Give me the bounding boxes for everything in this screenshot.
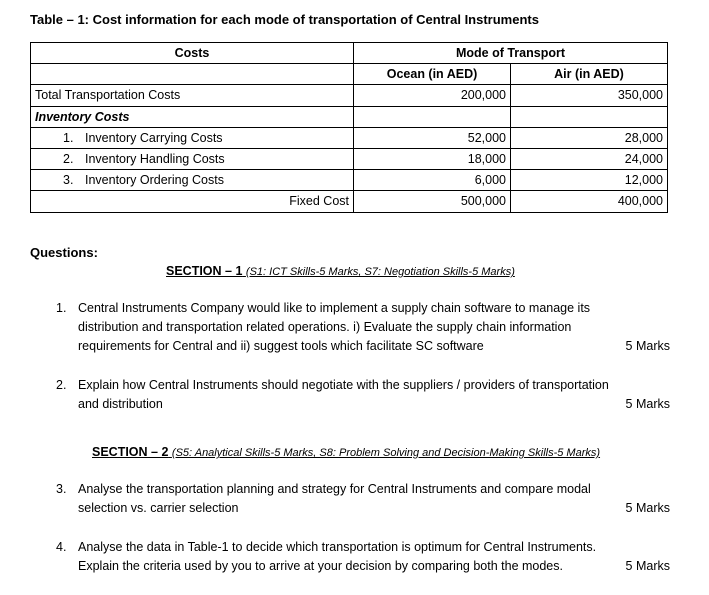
air-value: 24,000	[511, 148, 668, 169]
question-marks: 5 Marks	[625, 559, 670, 573]
table-row	[31, 191, 668, 212]
row-label: Fixed Cost	[31, 191, 354, 212]
question-marks: 5 Marks	[625, 339, 670, 353]
section-1-heading	[166, 264, 515, 278]
question-number: 1.	[56, 301, 67, 315]
row-number: 3.	[63, 173, 74, 188]
empty-cell	[31, 64, 354, 85]
air-value	[511, 106, 668, 127]
table-header-row	[31, 43, 668, 64]
question-marks: 5 Marks	[625, 501, 670, 515]
section-1-subtitle: (S1: ICT Skills-5 Marks, S7: Negotiation Skills-5 Marks)	[245, 266, 515, 278]
row-label-text: Inventory Carrying Costs	[85, 130, 223, 145]
header-ocean: Ocean (in AED)	[354, 64, 511, 85]
header-mode-of-transport: Mode of Transport	[354, 43, 668, 64]
table-subheader-row	[31, 64, 668, 85]
header-costs: Costs	[31, 43, 354, 64]
row-label	[31, 148, 354, 169]
ocean-value: 200,000	[354, 85, 511, 106]
question-text-line: Analyse the transportation planning and strategy for Central Instruments and compare modal	[78, 482, 591, 496]
row-label-text: Inventory Ordering Costs	[85, 173, 224, 188]
section-2-subtitle: (S5: Analytical Skills-5 Marks, S8: Problem Solving and Decision-Making Skills-5 Marks)	[171, 447, 601, 459]
air-value: 350,000	[511, 85, 668, 106]
row-label	[31, 127, 354, 148]
question-number: 2.	[56, 378, 67, 392]
row-label: Total Transportation Costs	[31, 85, 354, 106]
question-marks: 5 Marks	[625, 397, 670, 411]
table-row	[31, 106, 668, 127]
cost-table	[30, 42, 668, 213]
question-1	[56, 299, 670, 356]
row-label: Inventory Costs	[31, 106, 354, 127]
question-3	[56, 480, 670, 518]
ocean-value: 6,000	[354, 170, 511, 191]
section-1-title: SECTION – 1	[166, 264, 243, 278]
ocean-value: 18,000	[354, 148, 511, 169]
question-2	[56, 376, 670, 414]
row-number: 2.	[63, 152, 74, 167]
question-text-line: and distribution	[78, 397, 163, 411]
question-text-line: Analyse the data in Table-1 to decide which transportation is optimum for Central Instruments.	[78, 540, 597, 554]
question-number: 4.	[56, 540, 67, 554]
questions-heading: Questions:	[30, 245, 98, 260]
air-value: 400,000	[511, 191, 668, 212]
table-row	[31, 170, 668, 191]
header-air: Air (in AED)	[511, 64, 668, 85]
table-row	[31, 148, 668, 169]
question-text-line: Central Instruments Company would like to implement a supply chain software to manage its	[78, 301, 591, 315]
ocean-value	[354, 106, 511, 127]
table-row	[31, 127, 668, 148]
row-label-text: Inventory Handling Costs	[85, 152, 225, 167]
question-text-line: distribution and transportation related operations. i) Evaluate the supply chain information	[78, 320, 572, 334]
question-text-line: selection vs. carrier selection	[78, 501, 239, 515]
table-row	[31, 85, 668, 106]
section-2-title: SECTION – 2	[92, 445, 169, 459]
section-2-heading	[92, 445, 600, 459]
question-4	[56, 538, 670, 576]
question-text-line: Explain the criteria used by you to arrive at your decision by comparing both the modes.	[78, 559, 563, 573]
ocean-value: 52,000	[354, 127, 511, 148]
question-text-line: requirements for Central and ii) suggest tools which facilitate SC software	[78, 339, 484, 353]
air-value: 28,000	[511, 127, 668, 148]
table-caption: Table – 1: Cost information for each mode of transportation of Central Instruments	[30, 12, 539, 27]
ocean-value: 500,000	[354, 191, 511, 212]
row-label	[31, 170, 354, 191]
question-number: 3.	[56, 482, 67, 496]
air-value: 12,000	[511, 170, 668, 191]
row-number: 1.	[63, 130, 74, 145]
question-text-line: Explain how Central Instruments should negotiate with the suppliers / providers of transportation	[78, 378, 609, 392]
